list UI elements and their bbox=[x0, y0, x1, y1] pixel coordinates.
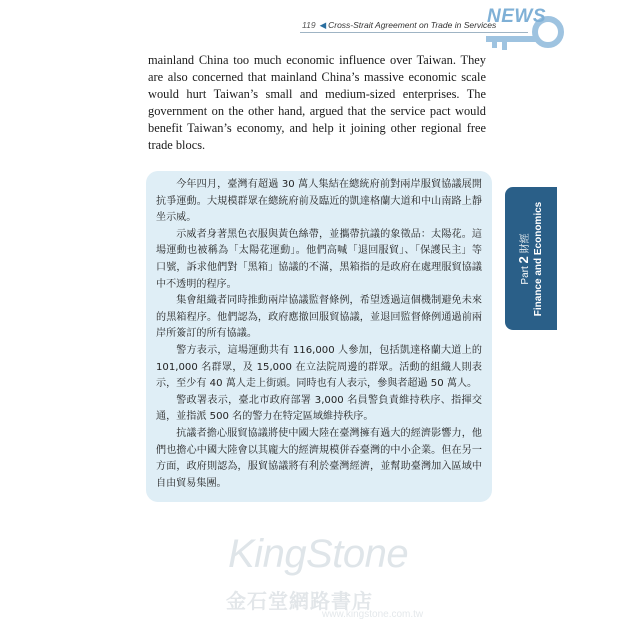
watermark-chinese: 金石堂網路書店 bbox=[226, 589, 373, 613]
news-logo-text: NEWS bbox=[487, 6, 546, 27]
chinese-paragraph: 警方表示，這場運動共有 116,000 人參加，包括凱達格蘭大道上的 101,000 名群眾，及 15,000 在立法院周邊的群眾。活動的組織人則表示，至少有 40 萬人走上街頭。同時也有人表示，參與者超過 50 萬人。 bbox=[156, 344, 482, 390]
part-english-title: Finance and Economics bbox=[533, 201, 545, 316]
section-tab-text bbox=[505, 187, 557, 330]
english-paragraph: mainland China too much economic influence over Taiwan. They are also concerned that mainland China’s massive economic scale would hurt Taiwan’s small and medium-sized enterprises. The government on the other hand, argued that the service pact would benefit Taiwan’s economy, and help it joining other regional free trade blocs. bbox=[148, 53, 486, 152]
running-head bbox=[302, 20, 496, 31]
part-number: 2 bbox=[516, 255, 532, 263]
section-tab-part bbox=[517, 201, 532, 315]
page-number: 119 bbox=[302, 20, 316, 30]
chinese-paragraph: 示威者身著黑色衣服與黃色絲帶，並攜帶抗議的象徵品：太陽花。這場運動也被稱為「太陽花運動」。他們高喊「退回服貿」、「保護民主」等口號，訴求他們對「黑箱」協議的不滿，黑箱指的是政府在處理服貿協議中不透明的程序。 bbox=[156, 228, 482, 290]
part-chinese-title: 財經 bbox=[520, 232, 532, 253]
watermark-url: www.kingstone.com.tw bbox=[322, 609, 424, 620]
part-label: Part bbox=[520, 265, 532, 285]
chinese-paragraph: 今年四月，臺灣有超過 30 萬人集結在總統府前對兩岸服貿協議展開抗爭運動。大規模群眾在總統府前及臨近的凱達格蘭大道和中山南路上靜坐示威。 bbox=[156, 179, 482, 224]
watermark-brand: KingStone bbox=[228, 532, 409, 576]
chinese-paragraph: 集會組織者同時推動兩岸協議監督條例，希望透過這個機制避免未來的黑箱程序。他們認為，政府應撤回服貿協議，並退回監督條例通過前兩岸所簽訂的所有協議。 bbox=[156, 295, 482, 340]
triangle-marker-icon: ◀ bbox=[319, 20, 327, 30]
chinese-translation bbox=[156, 177, 482, 492]
running-title: Cross-Strait Agreement on Trade in Services bbox=[328, 20, 497, 30]
chinese-paragraph: 抗議者擔心服貿協議將使中國大陸在臺灣擁有過大的經濟影響力，他們也擔心中國大陸會以其龐大的經濟規模併吞臺灣的中小企業。但在另一方面，政府則認為，服貿協議將有利於臺灣經濟，並幫助臺灣加入區域中自由貿易集團。 bbox=[156, 427, 482, 489]
section-tab-label bbox=[517, 201, 545, 315]
chinese-paragraph: 警政署表示，臺北市政府部署 3,000 名員警負責維持秩序、指揮交通，並指派 500 名的警力在特定區域維持秩序。 bbox=[156, 394, 482, 423]
